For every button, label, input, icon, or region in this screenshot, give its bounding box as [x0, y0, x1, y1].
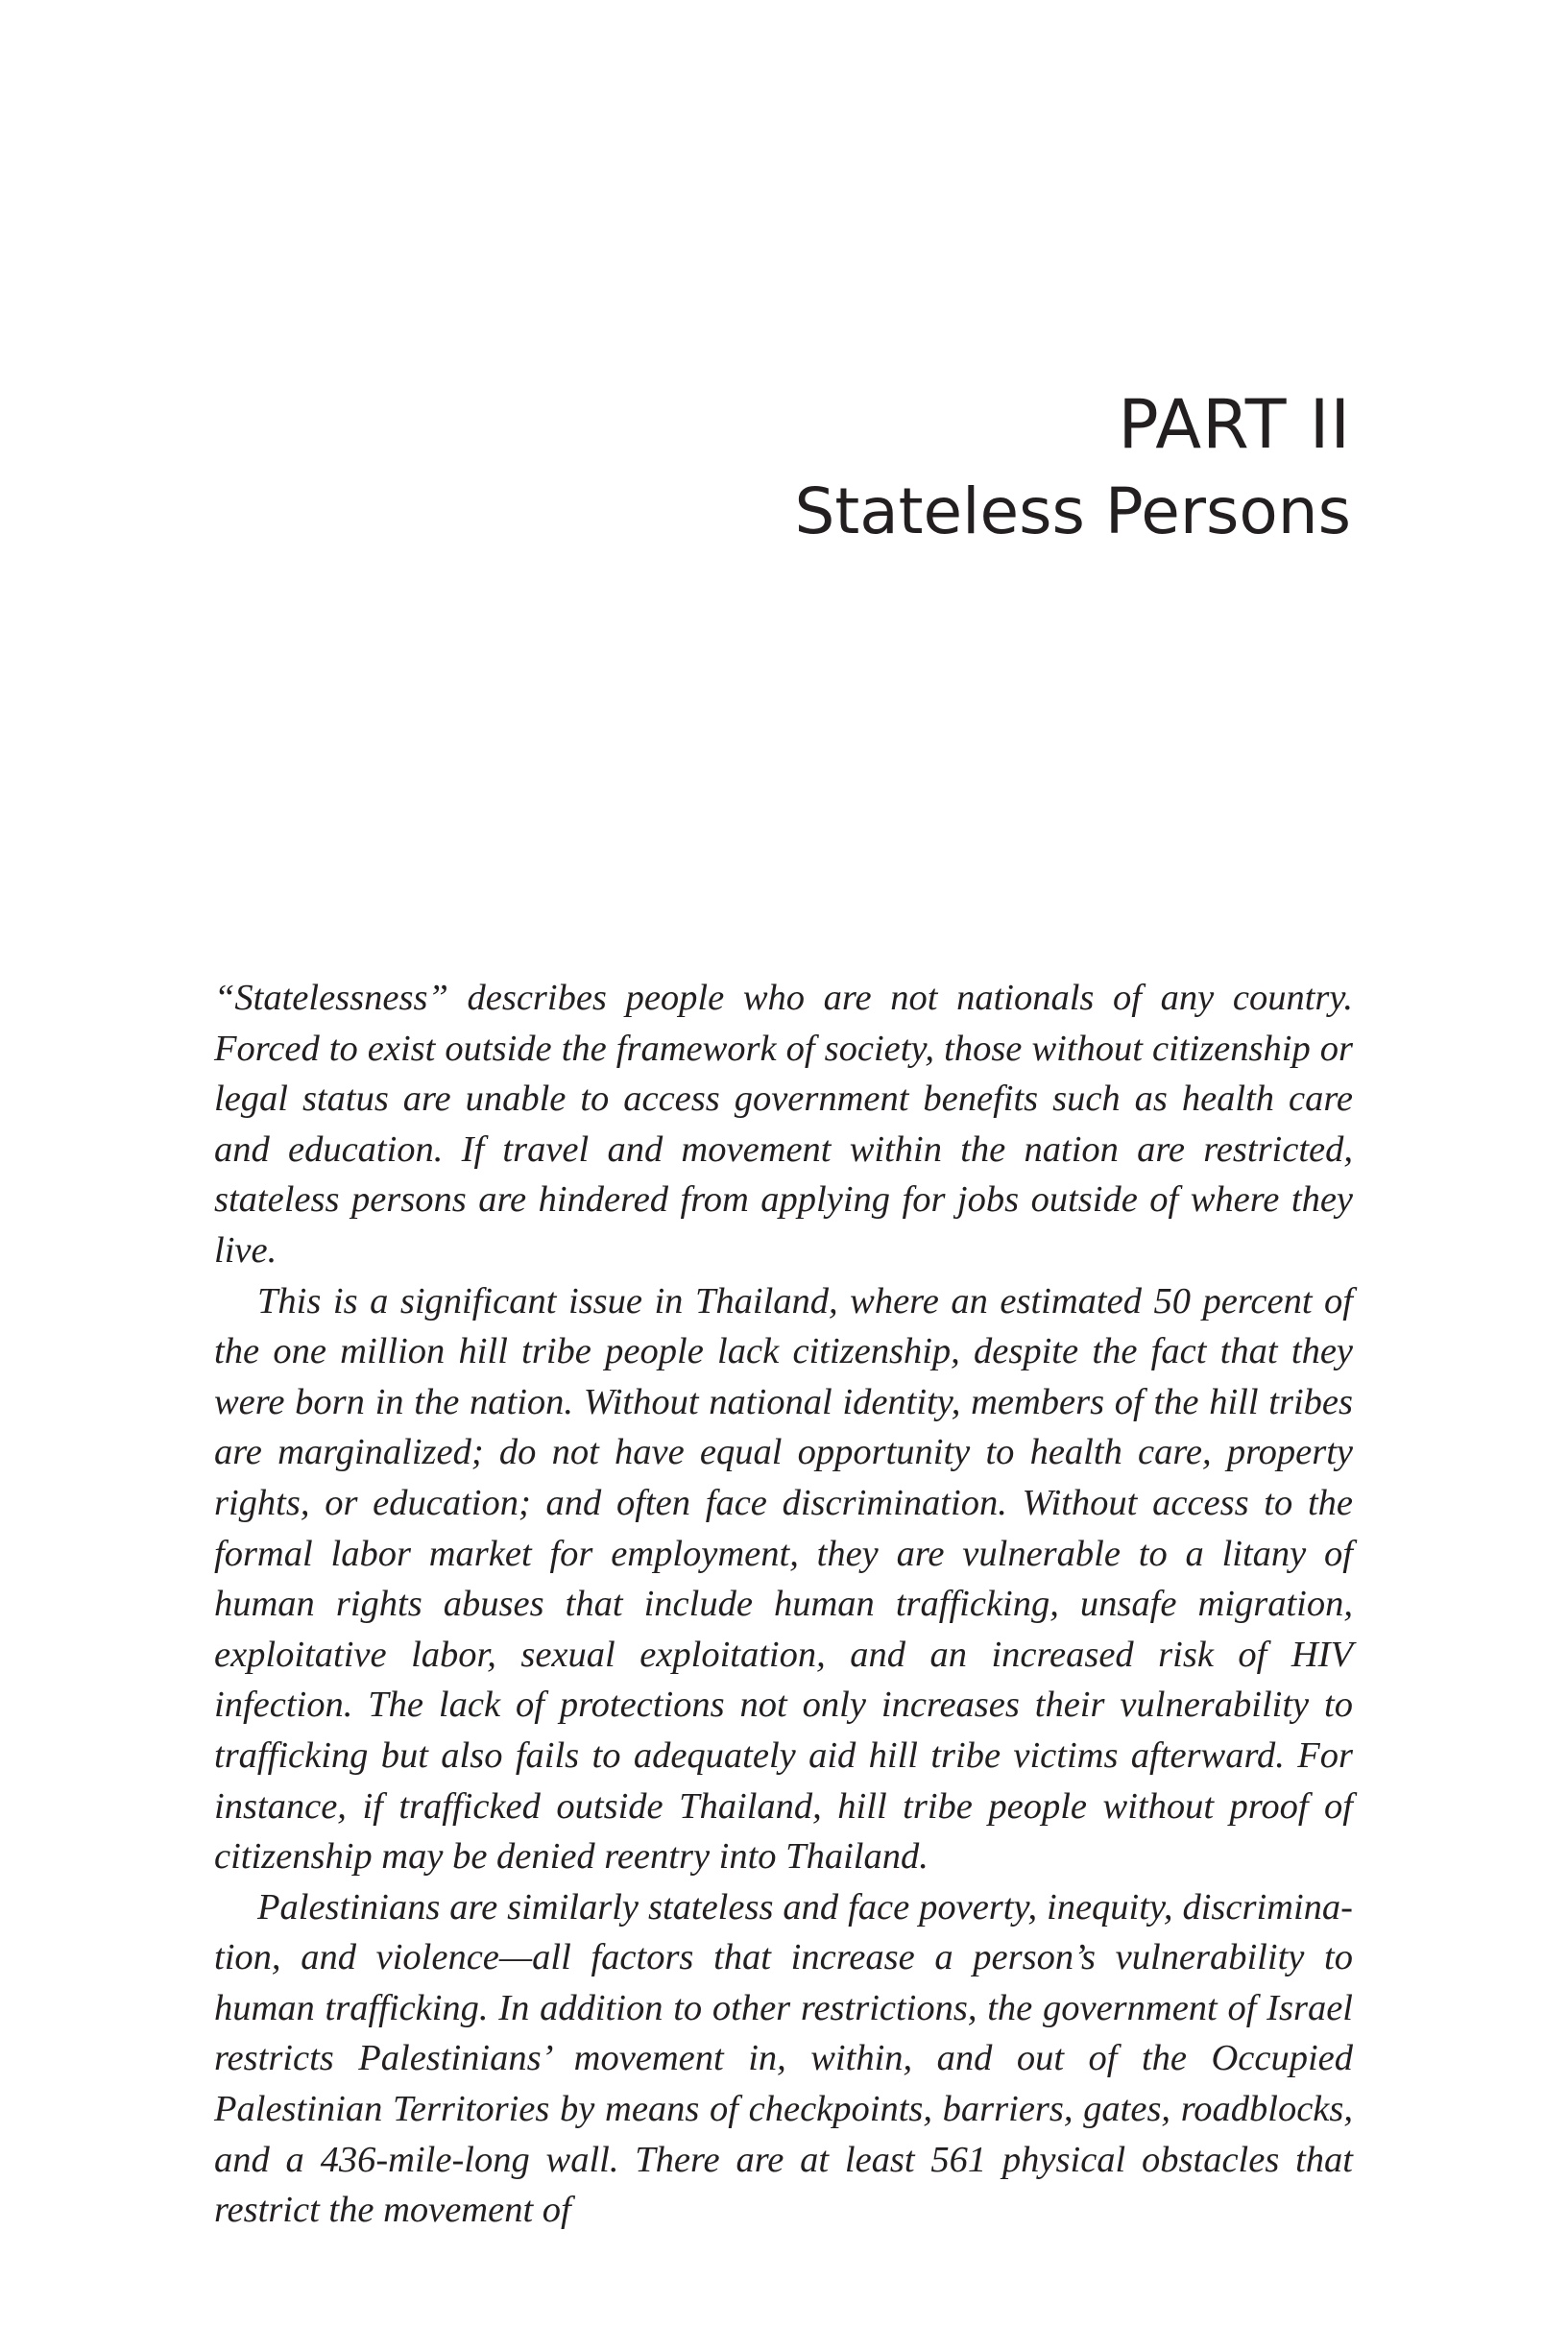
paragraph-statelessness: “Statelessness” describes people who are not nationals of any country. Forced to exist outside the framework of society, those without citizenship or legal status are unable to access government benefits such as health care and education. If travel and movement within the nation are restricted, stateless persons are hindered from applying for jobs outside of where they live. — [214, 978, 1353, 1271]
body-text — [214, 973, 1353, 2236]
paragraph-thailand: This is a significant issue in Thailand, where an estimated 50 percent of the one million hill tribe people lack citizenship, despite the fact that they were born in the nation. Without national identity, members of the hill tribes are marginalized; do not have equal opportunity to health care, property rights, or education; and often face discrimination. Without access to the formal labor market for employment, they are vulnerable to a litany of human rights abuses that include human trafficking, unsafe migration, exploitative labor, sexual exploitation, and an increased risk of HIV infection. The lack of protections not only increases their vulnerability to trafficking but also fails to adequately aid hill tribe victims afterward. For instance, if trafficked outside Thailand, hill tribe people without proof of citizenship may be denied reentry into Thailand. — [214, 1280, 1353, 1878]
paragraph-palestinians: Palestinians are similarly stateless and face poverty, inequity, discrimination, and violence—all factors that increase a person’s vulnerability to human trafficking. In addition to other restrictions, the government of Israel restricts Palestinians’ movement in, within, and out of the Occupied Palestinian Territories by means of checkpoints, barriers, gates, roadblocks, and a 436-mile-long wall. There are at least 561 physical obstacles that restrict the movement of — [214, 1886, 1353, 2231]
part-label: PART II — [1118, 385, 1351, 464]
part-heading — [794, 386, 1351, 547]
part-title: Stateless Persons — [794, 473, 1351, 548]
